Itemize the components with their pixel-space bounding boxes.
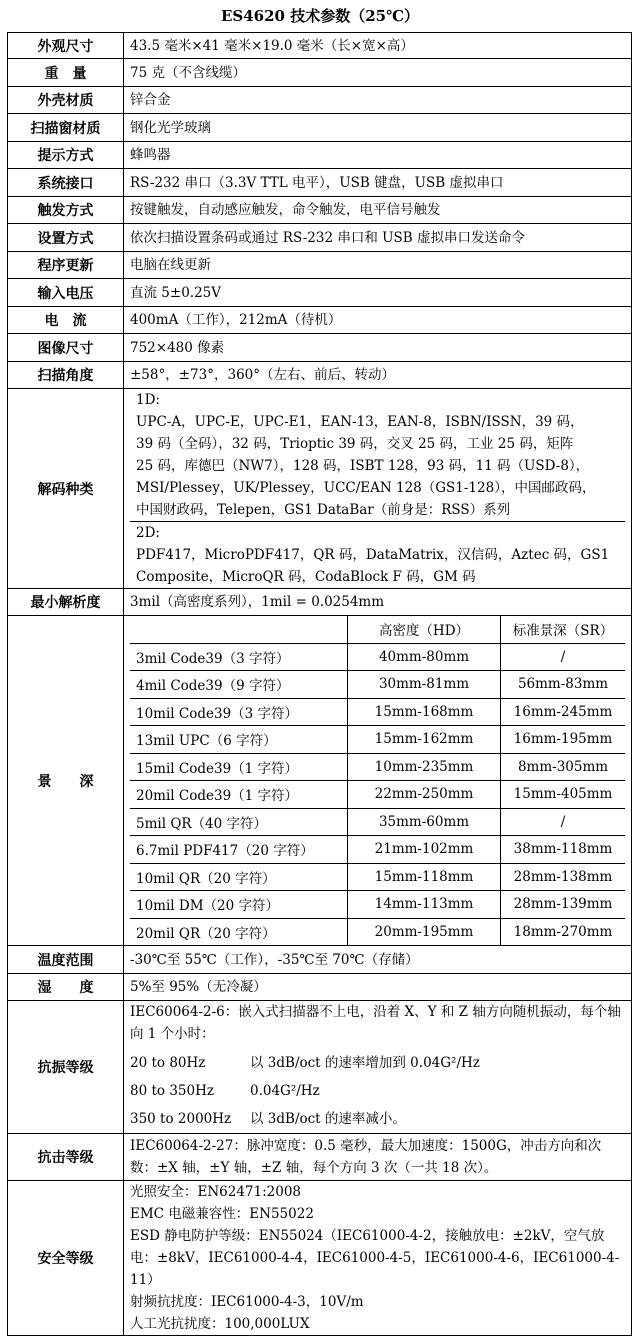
dof-hd: 21mm-102mm	[348, 836, 501, 864]
vibration-desc: 0.04G²/Hz	[250, 1083, 320, 1099]
vibration-freq: 350 to 2000Hz	[130, 1111, 232, 1127]
row-value: 按键触发，自动感应触发，命令触发，电平信号触发	[124, 197, 632, 224]
row-temperature	[8, 946, 632, 974]
dof-header-row	[130, 616, 625, 643]
row-interface	[8, 169, 632, 197]
safety-line: EMC 电磁兼容性：EN55022	[130, 1206, 314, 1222]
dof-hd: 15mm-168mm	[348, 698, 501, 726]
row-image	[8, 334, 632, 362]
vibration-intro: IEC60064-2-6：嵌入式扫描器不上电，沿着 X、Y 和 Z 轴方向随机振动，每个轴向 1 个小时：	[130, 1004, 621, 1042]
decode-1d-line: MSI/Plessey，UK/Plessey，UCC/EAN 128（GS1-128），中国邮政码，	[136, 480, 596, 496]
dof-header: 标准景深（SR）	[501, 616, 626, 643]
dof-hd: 35mm-60mm	[348, 808, 501, 836]
row-label: 设置方式	[8, 224, 124, 252]
vibration-desc: 以 3dB/oct 的速率增加到 0.04G²/Hz	[250, 1055, 480, 1071]
row-value: 400mA（工作），212mA（待机）	[124, 307, 632, 334]
row-resolution	[8, 589, 632, 616]
row-window	[8, 114, 632, 142]
decode-2d-line: PDF417，MicroPDF417，QR 码，DataMatrix，汉信码，Aztec 码，GS1	[136, 547, 610, 563]
dof-hd: 15mm-118mm	[348, 863, 501, 891]
dof-row	[130, 726, 625, 754]
dof-symbol: 10mil Code39（3 字符）	[130, 698, 348, 726]
row-label: 外观尺寸	[8, 33, 124, 59]
row-angle	[8, 362, 632, 389]
dof-symbol: 10mil DM（20 字符）	[130, 891, 348, 919]
page-title: ES4620 技术参数（25℃）	[220, 7, 420, 25]
row-dof	[8, 616, 632, 946]
dof-hd: 20mm-195mm	[348, 918, 501, 945]
decode-2d	[130, 522, 625, 588]
row-current	[8, 307, 632, 334]
dof-symbol: 5mil QR（40 字符）	[130, 808, 348, 836]
row-value: 75 克（不含线缆）	[124, 59, 632, 87]
row-label: 扫描角度	[8, 362, 124, 389]
vibration-desc: 以 3dB/oct 的速率减小。	[250, 1111, 406, 1127]
dof-sr: 8mm-305mm	[501, 753, 626, 781]
vibration-freq: 80 to 350Hz	[130, 1083, 214, 1099]
row-label: 湿 度	[8, 974, 124, 1001]
row-label: 系统接口	[8, 169, 124, 197]
row-value: 5%至 95%（无冷凝）	[124, 974, 632, 1001]
dof-sr: 16mm-245mm	[501, 698, 626, 726]
decode-1d	[130, 389, 625, 522]
row-value: 43.5 毫米×41 毫米×19.0 毫米（长×宽×高）	[124, 33, 632, 59]
decode-2d-title: 2D:	[136, 525, 160, 541]
dof-row	[130, 753, 625, 781]
dof-header: 高密度（HD）	[348, 616, 501, 643]
row-value: -30℃至 55℃（工作），-35℃至 70℃（存储）	[124, 946, 632, 974]
row-label: 提示方式	[8, 142, 124, 169]
row-setup	[8, 224, 632, 252]
row-decode	[8, 389, 632, 589]
dof-sr: 28mm-138mm	[501, 863, 626, 891]
vibration-line	[130, 1077, 625, 1105]
row-update	[8, 252, 632, 279]
spec-table	[7, 32, 632, 1336]
dof-row	[130, 891, 625, 919]
dof-symbol: 6.7mil PDF417（20 字符）	[130, 836, 348, 864]
row-safety	[8, 1181, 632, 1336]
safety-line: 射频抗扰度：IEC61000-4-3，10V/m	[130, 1294, 364, 1310]
decode-cell	[124, 389, 632, 589]
dof-sr: 15mm-405mm	[501, 781, 626, 809]
decode-1d-line: 中国财政码，Telepen，GS1 DataBar（前身是：RSS）系列	[136, 502, 511, 518]
dof-row	[130, 671, 625, 699]
row-label: 输入电压	[8, 279, 124, 307]
dof-symbol: 15mil Code39（1 字符）	[130, 753, 348, 781]
row-value: 直流 5±0.25V	[124, 279, 632, 307]
dof-row	[130, 781, 625, 809]
row-label: 触发方式	[8, 197, 124, 224]
dof-hd: 40mm-80mm	[348, 643, 501, 671]
decode-1d-line: 39 码（全码），32 码，Trioptic 39 码，交叉 25 码，工业 25 码，矩阵	[136, 436, 574, 452]
row-value: 752×480 像素	[124, 334, 632, 362]
row-label: 外壳材质	[8, 87, 124, 114]
dof-hd: 15mm-162mm	[348, 726, 501, 754]
row-shock	[8, 1134, 632, 1181]
row-label: 抗击等级	[8, 1134, 124, 1181]
dof-row	[130, 836, 625, 864]
row-value: 蜂鸣器	[124, 142, 632, 169]
row-value: 锌合金	[124, 87, 632, 114]
dof-row	[130, 863, 625, 891]
dof-hd: 22mm-250mm	[348, 781, 501, 809]
row-label: 扫描窗材质	[8, 114, 124, 142]
row-trigger	[8, 197, 632, 224]
safety-line: 光照安全：EN62471:2008	[130, 1184, 302, 1200]
row-value: 钢化光学玻璃	[124, 114, 632, 142]
decode-2d-line: Composite，MicroQR 码，CodaBlock F 码，GM 码	[136, 569, 476, 585]
row-indication	[8, 142, 632, 169]
dof-sr: /	[501, 808, 626, 836]
row-housing	[8, 87, 632, 114]
vibration-freq: 20 to 80Hz	[130, 1055, 206, 1071]
row-label: 最小解析度	[8, 589, 124, 616]
row-label: 程序更新	[8, 252, 124, 279]
row-label: 安全等级	[8, 1181, 124, 1336]
dof-row	[130, 698, 625, 726]
row-weight	[8, 59, 632, 87]
row-voltage	[8, 279, 632, 307]
dof-hd: 14mm-113mm	[348, 891, 501, 919]
dof-row	[130, 808, 625, 836]
decode-1d-title: 1D:	[136, 392, 160, 408]
row-size	[8, 33, 632, 59]
dof-sr: 18mm-270mm	[501, 918, 626, 945]
row-label: 图像尺寸	[8, 334, 124, 362]
dof-sr: 16mm-195mm	[501, 726, 626, 754]
dof-row	[130, 643, 625, 671]
dof-symbol: 4mil Code39（9 字符）	[130, 671, 348, 699]
vibration-line	[130, 1049, 625, 1077]
row-value: 3mil（高密度系列），1mil = 0.0254mm	[124, 589, 632, 616]
row-label: 电 流	[8, 307, 124, 334]
row-label: 抗振等级	[8, 1001, 124, 1134]
decode-1d-line: 25 码，库德巴（NW7），128 码，ISBT 128，93 码，11 码（USD-8），	[136, 458, 590, 474]
row-label: 重 量	[8, 59, 124, 87]
dof-sr: 38mm-118mm	[501, 836, 626, 864]
dof-header	[130, 616, 348, 643]
vibration-cell	[124, 1001, 632, 1134]
safety-line: ESD 静电防护等级：EN55024（IEC61000-4-2，接触放电：±2kV，空气放电：±8kV，IEC61000-4-4，IEC61000-4-5，IEC61000-4-6，IEC61000-4-11）	[130, 1228, 620, 1288]
dof-symbol: 13mil UPC（6 字符）	[130, 726, 348, 754]
row-humidity	[8, 974, 632, 1001]
row-value: IEC60064-2-27：脉冲宽度：0.5 毫秒，最大加速度：1500G，冲击方向和次数：±X 轴，±Y 轴，±Z 轴，每个方向 3 次（一共 18 次）。	[124, 1134, 632, 1181]
row-label: 温度范围	[8, 946, 124, 974]
row-label: 解码种类	[8, 389, 124, 589]
dof-symbol: 3mil Code39（3 字符）	[130, 643, 348, 671]
row-value: ±58°，±73°，360°（左右、前后、转动）	[124, 362, 632, 389]
safety-line: 人工光抗扰度：100,000LUX	[130, 1316, 310, 1332]
row-value: 依次扫描设置条码或通过 RS-232 串口和 USB 虚拟串口发送命令	[124, 224, 632, 252]
dof-row	[130, 918, 625, 945]
decode-1d-line: UPC-A，UPC-E，UPC-E1，EAN-13，EAN-8，ISBN/ISSN，39 码，	[136, 414, 584, 430]
dof-sr: 56mm-83mm	[501, 671, 626, 699]
row-value: RS-232 串口（3.3V TTL 电平），USB 键盘，USB 虚拟串口	[124, 169, 632, 197]
dof-symbol: 10mil QR（20 字符）	[130, 863, 348, 891]
dof-symbol: 20mil Code39（1 字符）	[130, 781, 348, 809]
row-label: 景 深	[8, 616, 124, 946]
dof-hd: 10mm-235mm	[348, 753, 501, 781]
row-value: 电脑在线更新	[124, 252, 632, 279]
vibration-line	[130, 1105, 625, 1133]
dof-cell	[124, 616, 632, 946]
dof-hd: 30mm-81mm	[348, 671, 501, 699]
dof-sr: 28mm-139mm	[501, 891, 626, 919]
dof-sr: /	[501, 643, 626, 671]
dof-table	[130, 616, 625, 945]
safety-cell	[124, 1181, 632, 1336]
row-vibration	[8, 1001, 632, 1134]
dof-symbol: 20mil QR（20 字符）	[136, 925, 276, 942]
